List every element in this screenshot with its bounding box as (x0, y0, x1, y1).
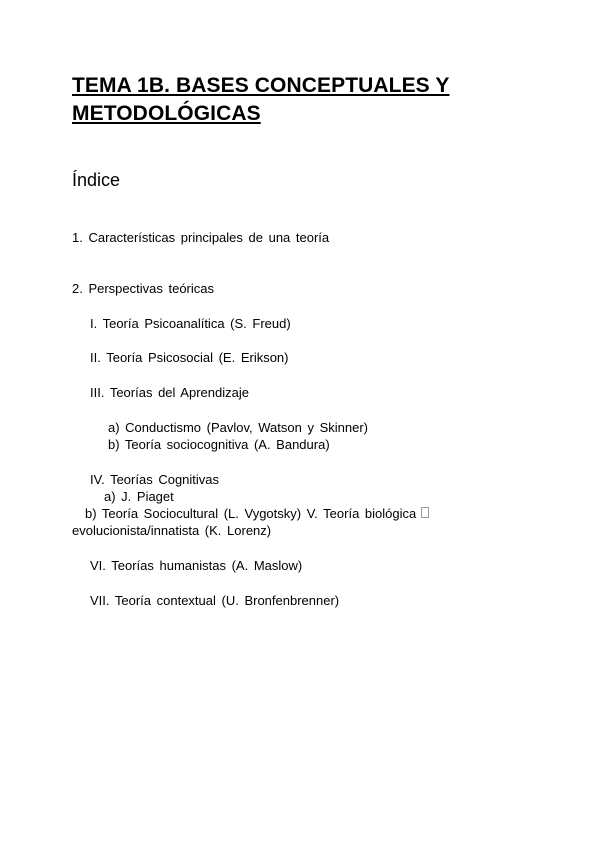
toc-subitem-iv-b-continuation: evolucionista/innatista (K. Lorenz) (72, 523, 272, 538)
toc-subitem-iv-b-text: b) Teoría Sociocultural (L. Vygotsky) V. Teoría biológica (85, 506, 417, 521)
toc-subitem-vii: VII. Teoría contextual (U. Bronfenbrenner) (90, 593, 340, 608)
document-title (72, 72, 542, 128)
toc-subitem-iv-b (85, 505, 429, 522)
toc-subitem-iii-b: b) Teoría sociocognitiva (A. Bandura) (108, 437, 330, 452)
toc-subitem-iv-a: a) J. Piaget (104, 489, 174, 504)
toc-subitem-iii: III. Teorías del Aprendizaje (90, 385, 249, 400)
document-title-line-1: TEMA 1B. BASES CONCEPTUALES Y (72, 74, 450, 97)
document-title-line-2: METODOLÓGICAS (72, 102, 261, 125)
toc-subitem-iii-a: a) Conductismo (Pavlov, Watson y Skinner) (108, 420, 368, 435)
toc-subitem-i: I. Teoría Psicoanalítica (S. Freud) (90, 316, 291, 331)
missing-glyph-icon (421, 507, 429, 518)
toc-subitem-ii: II. Teoría Psicosocial (E. Erikson) (90, 350, 289, 365)
toc-item-1: 1. Características principales de una teoría (72, 230, 330, 245)
toc-item-2: 2. Perspectivas teóricas (72, 281, 215, 296)
toc-subitem-vi: VI. Teorías humanistas (A. Maslow) (90, 558, 303, 573)
index-heading: Índice (72, 170, 121, 190)
toc-subitem-iv: IV. Teorías Cognitivas (90, 472, 220, 487)
